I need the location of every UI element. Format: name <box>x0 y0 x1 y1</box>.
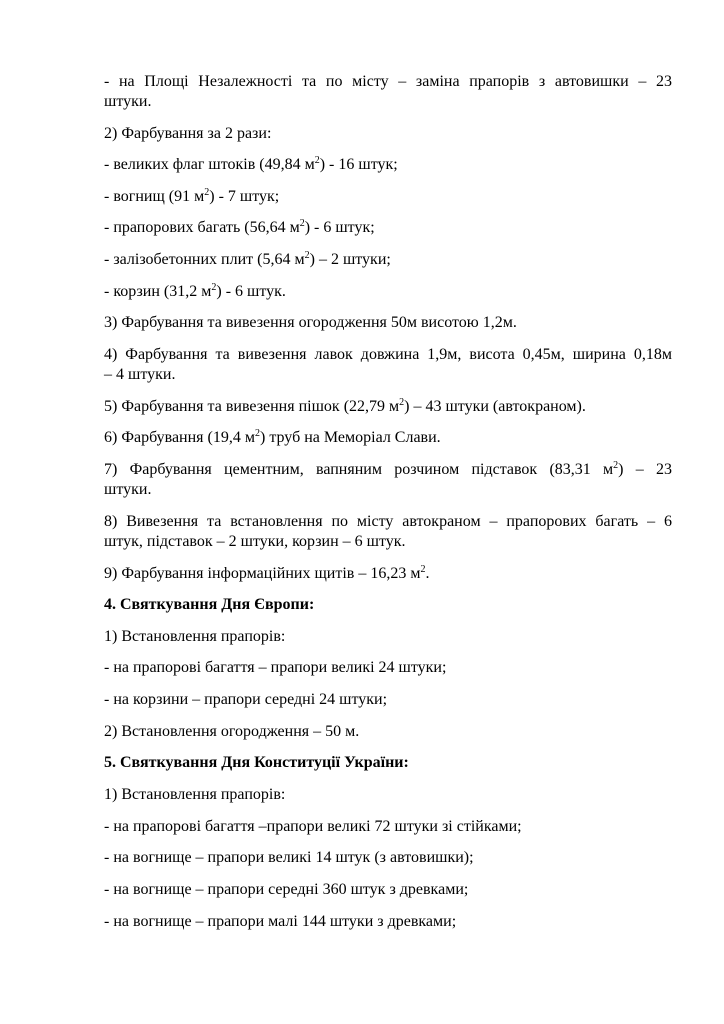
superscript: 2 <box>299 218 305 229</box>
text-line <box>104 397 672 417</box>
superscript: 2 <box>613 460 619 471</box>
text-line: - на корзини – прапори середні 24 штуки; <box>104 691 388 708</box>
text-segment: ) - 6 штук; <box>304 219 375 236</box>
text-line <box>104 282 672 302</box>
text-segment: - великих флаг штоків (49,84 м <box>104 156 315 173</box>
superscript: 2 <box>211 282 217 293</box>
text-line: - на вогнище – прапори великі 14 штук (з автовишки); <box>104 849 474 866</box>
text-line <box>104 460 672 480</box>
text-line <box>104 187 672 207</box>
text-segment: ) - 16 штук; <box>319 156 398 173</box>
text-line: 1) Встановлення прапорів: <box>104 786 286 803</box>
superscript: 2 <box>420 564 426 575</box>
text-line: - на вогнище – прапори середні 360 штук з древками; <box>104 881 469 898</box>
text-segment: ) труб на Меморіал Слави. <box>259 429 441 446</box>
text-line: - на прапорові багаття –прапори великі 72 штуки зі стійками; <box>104 818 522 835</box>
text-line: штуки. <box>104 93 152 110</box>
text-line: - на прапорові багаття – прапори великі 24 штуки; <box>104 659 447 676</box>
text-line: - на Площі Незалежності та по місту – заміна прапорів з автовишки – 23 <box>104 73 672 90</box>
text-segment: 7) Фарбування цементним, вапняним розчином підставок (83,31 м <box>104 461 614 478</box>
text-segment: . <box>425 565 430 582</box>
superscript: 2 <box>204 187 210 198</box>
text-segment: ) - 7 штук; <box>209 188 280 205</box>
superscript: 2 <box>399 397 405 408</box>
text-line <box>104 564 672 584</box>
text-segment: ) – 2 штуки; <box>309 251 391 268</box>
text-segment: - корзин (31,2 м <box>104 283 212 300</box>
section-heading: 4. Святкування Дня Європи: <box>104 596 315 613</box>
text-segment: ) – 23 <box>618 461 673 478</box>
text-line: 3) Фарбування та вивезення огородження 50м висотою 1,2м. <box>104 314 517 331</box>
text-segment: ) - 6 штук. <box>216 283 286 300</box>
text-line: - на вогнище – прапори малі 144 штуки з древками; <box>104 913 457 930</box>
text-line <box>104 218 672 238</box>
text-line: 1) Встановлення прапорів: <box>104 628 286 645</box>
superscript: 2 <box>254 428 260 439</box>
text-segment: 5) Фарбування та вивезення пішок (22,79 м <box>104 398 400 415</box>
text-segment: - прапорових багать (56,64 м <box>104 219 300 236</box>
text-segment: 6) Фарбування (19,4 м <box>104 429 255 446</box>
text-line <box>104 250 672 270</box>
text-segment: - вогнищ (91 м <box>104 188 205 205</box>
superscript: 2 <box>314 155 320 166</box>
superscript: 2 <box>304 250 310 261</box>
text-line: штуки. <box>104 481 152 498</box>
text-line <box>104 155 672 175</box>
section-heading: 5. Святкування Дня Конституції України: <box>104 754 409 771</box>
text-line: 4) Фарбування та вивезення лавок довжина 1,9м, висота 0,45м, ширина 0,18м <box>104 346 672 363</box>
text-line: – 4 штуки. <box>104 366 176 383</box>
text-line: штук, підставок – 2 штуки, корзин – 6 штук. <box>104 533 406 550</box>
text-line: 2) Встановлення огородження – 50 м. <box>104 723 360 740</box>
text-line: 8) Вивезення та встановлення по місту автокраном – прапорових багать – 6 <box>104 513 672 530</box>
text-segment: ) – 43 штуки (автокраном). <box>404 398 586 415</box>
text-line: 2) Фарбування за 2 рази: <box>104 125 272 142</box>
text-segment: - залізобетонних плит (5,64 м <box>104 251 305 268</box>
text-segment: 9) Фарбування інформаційних щитів – 16,23 м <box>104 565 421 582</box>
text-line <box>104 428 672 448</box>
